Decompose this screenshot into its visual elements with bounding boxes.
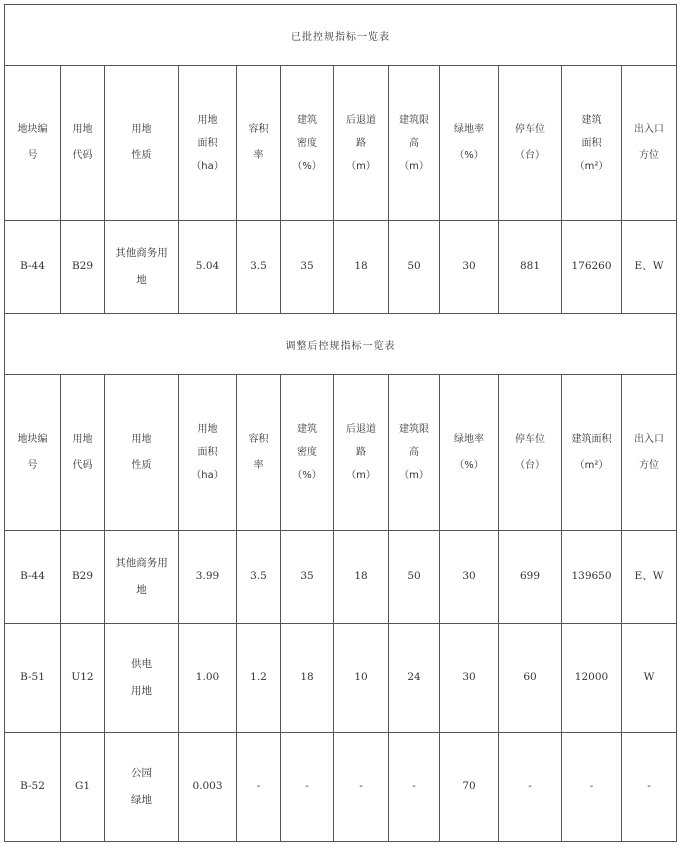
data-cell <box>440 733 499 842</box>
cell-text: 18 <box>354 570 368 583</box>
cell-text: 面积 <box>197 137 218 149</box>
header-cell <box>105 375 179 531</box>
header-cell <box>5 375 61 531</box>
cell-text: - <box>647 780 651 793</box>
data-cell <box>281 531 334 624</box>
cell-text: B-52 <box>20 780 45 793</box>
cell-text: （%） <box>454 150 484 161</box>
cell-text: （%） <box>292 470 322 481</box>
header-cell <box>61 375 105 531</box>
cell-text: - <box>305 780 309 793</box>
cell-text: 176260 <box>571 260 612 273</box>
table-body <box>5 5 677 842</box>
cell-text: 率 <box>253 150 264 161</box>
cell-text: 用地 <box>131 685 152 697</box>
data-cell <box>237 221 281 314</box>
cell-text: 用地 <box>72 433 93 445</box>
header-cell <box>562 375 622 531</box>
cell-text: 60 <box>523 671 537 684</box>
data-cell <box>562 221 622 314</box>
table-row <box>5 624 677 733</box>
table-row <box>5 733 677 842</box>
cell-text: 24 <box>407 671 421 684</box>
cell-text: 路 <box>356 137 366 149</box>
data-cell <box>5 221 61 314</box>
header-row <box>5 66 677 221</box>
header-cell <box>5 66 61 221</box>
cell-text: 30 <box>462 570 476 583</box>
cell-text: 后退道 <box>346 114 376 126</box>
data-cell <box>440 221 499 314</box>
data-cell <box>179 531 237 624</box>
data-cell <box>5 733 61 842</box>
cell-text: 方位 <box>639 150 660 161</box>
cell-text: W <box>643 671 655 684</box>
cell-text: 容积 <box>248 433 269 445</box>
cell-text: B-51 <box>20 671 45 684</box>
data-cell <box>334 531 389 624</box>
cell-text: 后退道 <box>346 424 376 435</box>
cell-text: 50 <box>407 570 421 583</box>
cell-text: 1.2 <box>250 671 267 684</box>
cell-text: 代码 <box>72 150 93 161</box>
cell-text: （ha） <box>191 160 224 172</box>
header-cell <box>334 66 389 221</box>
cell-text: （m） <box>399 160 429 172</box>
cell-text: - <box>412 780 416 793</box>
cell-text: 0.003 <box>192 780 223 793</box>
cell-text: G1 <box>74 780 91 793</box>
cell-text: 出入口 <box>634 124 665 135</box>
cell-text: 用地 <box>197 114 218 126</box>
data-cell <box>499 531 562 624</box>
data-cell <box>105 221 179 314</box>
data-cell <box>61 221 105 314</box>
table-row <box>5 221 677 314</box>
table-title-row <box>5 314 677 375</box>
cell-text: 号 <box>27 459 38 471</box>
data-cell <box>105 624 179 733</box>
header-cell <box>622 66 677 221</box>
data-cell <box>499 733 562 842</box>
cell-text: 18 <box>300 671 314 684</box>
cell-text: B29 <box>71 570 94 583</box>
cell-text: 号 <box>27 150 38 161</box>
cell-text: 用地 <box>72 124 93 135</box>
cell-text: （台） <box>515 459 545 471</box>
cell-text: 用地 <box>197 424 218 435</box>
header-cell <box>179 66 237 221</box>
cell-text: 30 <box>462 671 476 684</box>
data-cell <box>61 531 105 624</box>
cell-text: - <box>528 780 532 793</box>
data-cell <box>179 624 237 733</box>
cell-text: E、W <box>634 260 664 273</box>
data-cell <box>622 531 677 624</box>
header-cell <box>105 66 179 221</box>
data-cell <box>5 624 61 733</box>
header-cell <box>562 66 622 221</box>
table-title-row <box>5 5 677 66</box>
cell-text: 性质 <box>131 150 152 161</box>
data-cell <box>237 531 281 624</box>
data-cell <box>499 221 562 314</box>
cell-text: 其他商务用 <box>115 556 168 569</box>
cell-text: （m） <box>346 470 376 481</box>
header-cell <box>440 375 499 531</box>
data-cell <box>389 221 440 314</box>
cell-text: 绿地率 <box>454 124 484 135</box>
cell-text: 70 <box>462 780 476 793</box>
cell-text: 率 <box>253 459 264 471</box>
data-cell <box>389 531 440 624</box>
data-cell <box>334 624 389 733</box>
cell-text: 3.5 <box>250 570 267 583</box>
cell-text: （%） <box>292 160 322 172</box>
cell-text: 地块编 <box>17 433 48 445</box>
cell-text: 绿地率 <box>454 433 484 445</box>
cell-text: 绿地 <box>131 794 152 806</box>
cell-text: 5.04 <box>195 260 220 273</box>
data-cell <box>281 221 334 314</box>
cell-text: 面积 <box>197 447 218 458</box>
cell-text: 用地 <box>131 124 152 135</box>
cell-text: 方位 <box>639 459 660 471</box>
cell-text: 建筑 <box>297 114 317 126</box>
cell-text: 代码 <box>72 459 93 471</box>
cell-text: 699 <box>519 570 541 583</box>
header-cell <box>499 66 562 221</box>
cell-text: 建筑限 <box>399 114 429 126</box>
data-cell <box>237 733 281 842</box>
data-cell <box>334 733 389 842</box>
cell-text: - <box>359 780 363 793</box>
cell-text: 3.5 <box>250 260 267 273</box>
cell-text: B-44 <box>20 260 45 273</box>
cell-text: 3.99 <box>195 570 220 583</box>
cell-text: 停车位 <box>515 433 545 445</box>
data-cell <box>179 733 237 842</box>
header-cell <box>237 66 281 221</box>
data-cell <box>499 624 562 733</box>
cell-text: 地 <box>136 274 147 286</box>
cell-text: 12000 <box>574 671 609 684</box>
cell-text: 停车位 <box>515 124 545 135</box>
cell-text: （m²） <box>574 160 609 172</box>
cell-text: 出入口 <box>634 433 665 445</box>
data-cell <box>562 733 622 842</box>
header-cell <box>237 375 281 531</box>
cell-text: 建筑面积 <box>571 433 612 445</box>
header-cell <box>281 375 334 531</box>
header-cell <box>334 375 389 531</box>
cell-text: 35 <box>300 570 314 583</box>
cell-text: 139650 <box>571 570 612 583</box>
header-cell <box>499 375 562 531</box>
table-title: 已批控规指标一览表 <box>5 5 677 66</box>
header-cell <box>622 375 677 531</box>
cell-text: （%） <box>454 459 484 471</box>
header-row <box>5 375 677 531</box>
data-cell <box>105 733 179 842</box>
data-cell <box>440 531 499 624</box>
data-cell <box>237 624 281 733</box>
data-cell <box>61 624 105 733</box>
header-cell <box>61 66 105 221</box>
cell-text: 50 <box>407 260 421 273</box>
data-cell <box>562 624 622 733</box>
cell-text: 密度 <box>297 447 317 458</box>
data-cell <box>334 221 389 314</box>
cell-text: 地块编 <box>17 124 48 135</box>
header-cell <box>440 66 499 221</box>
cell-text: 30 <box>462 260 476 273</box>
data-cell <box>622 221 677 314</box>
cell-text: 1.00 <box>195 671 220 684</box>
cell-text: U12 <box>71 671 94 684</box>
cell-text: 建筑 <box>297 424 317 435</box>
cell-text: （m²） <box>574 459 609 471</box>
cell-text: （台） <box>515 150 545 161</box>
data-cell <box>281 733 334 842</box>
table-row <box>5 531 677 624</box>
cell-text: 高 <box>409 447 419 458</box>
cell-text: 地 <box>136 584 147 596</box>
cell-text: 建筑限 <box>399 424 429 435</box>
cell-text: 建筑 <box>581 114 602 126</box>
data-cell <box>5 531 61 624</box>
cell-text: 容积 <box>248 124 269 135</box>
cell-text: - <box>256 780 261 793</box>
cell-text: 高 <box>409 137 419 149</box>
cell-text: 面积 <box>581 137 602 149</box>
header-cell <box>389 375 440 531</box>
cell-text: 路 <box>356 447 366 458</box>
data-cell <box>389 624 440 733</box>
data-cell <box>105 531 179 624</box>
cell-text: 35 <box>300 260 314 273</box>
cell-text: 公园 <box>131 766 152 779</box>
data-cell <box>179 221 237 314</box>
cell-text: （m） <box>346 160 376 172</box>
table-title: 调整后控规指标一览表 <box>5 314 677 375</box>
header-cell <box>179 375 237 531</box>
cell-text: 10 <box>354 671 368 684</box>
cell-text: 18 <box>354 260 368 273</box>
data-cell <box>562 531 622 624</box>
cell-text: （ha） <box>191 470 224 481</box>
cell-text: 密度 <box>297 137 317 149</box>
control-index-table <box>4 4 677 842</box>
data-cell <box>440 624 499 733</box>
cell-text: 供电 <box>131 657 152 670</box>
data-cell <box>281 624 334 733</box>
cell-text: B-44 <box>20 570 45 583</box>
data-cell <box>389 733 440 842</box>
cell-text: E、W <box>634 570 664 583</box>
cell-text: 性质 <box>131 459 152 471</box>
cell-text: 其他商务用 <box>115 246 168 259</box>
cell-text: B29 <box>71 260 94 273</box>
cell-text: - <box>589 780 594 793</box>
data-cell <box>61 733 105 842</box>
header-cell <box>281 66 334 221</box>
cell-text: 用地 <box>131 433 152 445</box>
cell-text: （m） <box>399 470 429 481</box>
cell-text: 881 <box>519 260 541 273</box>
header-cell <box>389 66 440 221</box>
data-cell <box>622 733 677 842</box>
data-cell <box>622 624 677 733</box>
